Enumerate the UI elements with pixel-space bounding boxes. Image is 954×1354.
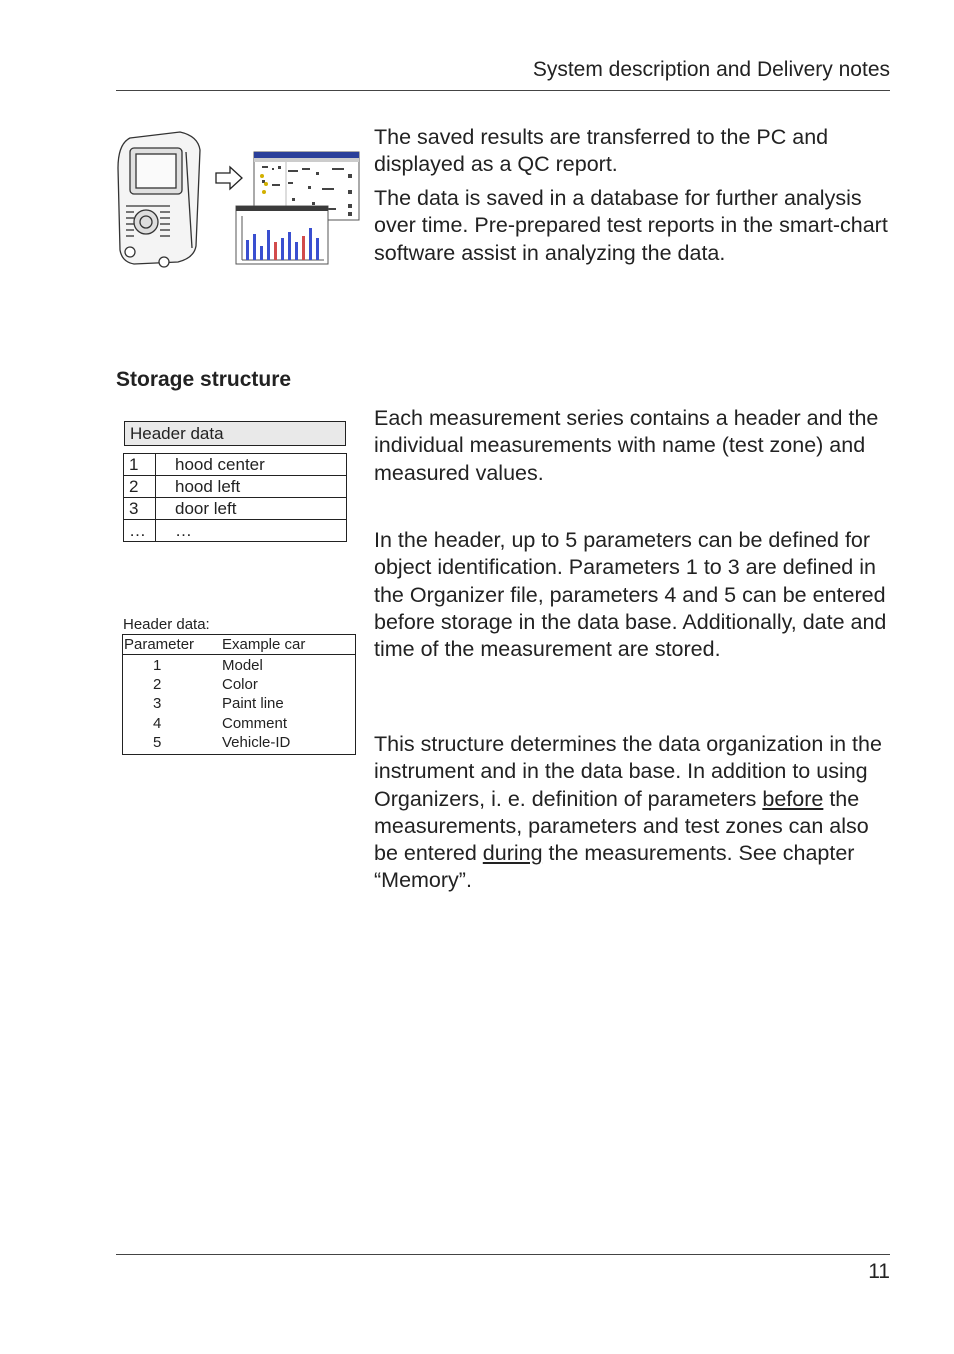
text-span: the measurements, parameters and test zones can also be entered bbox=[374, 786, 869, 866]
column-header-example: Example car bbox=[222, 636, 306, 653]
instrument-to-pc-illustration bbox=[112, 128, 362, 270]
table-row bbox=[123, 656, 355, 675]
header-data-label: Header data bbox=[130, 424, 224, 443]
zone-name: … bbox=[156, 520, 347, 542]
intro-paragraph-1: The saved results are transferred to the PC and displayed as a QC report. bbox=[374, 125, 829, 177]
parameter-example: Model bbox=[222, 657, 263, 674]
underlined-during: during bbox=[482, 841, 543, 866]
zone-name: hood left bbox=[156, 476, 347, 498]
zone-number: 1 bbox=[124, 454, 156, 476]
parameter-number: 3 bbox=[153, 695, 162, 713]
text-span: the measurements. See chapter “Memory”. bbox=[374, 841, 855, 893]
zone-number: … bbox=[124, 520, 156, 542]
table-row bbox=[124, 454, 347, 476]
table-row bbox=[124, 476, 347, 498]
table-row bbox=[124, 520, 347, 542]
header-data-table bbox=[122, 634, 356, 755]
table-row bbox=[123, 675, 355, 694]
table-row bbox=[123, 694, 355, 713]
test-zone-table bbox=[123, 453, 347, 542]
column-header-parameter: Parameter bbox=[124, 636, 195, 653]
parameter-number: 2 bbox=[153, 676, 162, 694]
zone-number: 2 bbox=[124, 476, 156, 498]
arrow-right-icon bbox=[216, 167, 242, 189]
page-number: 11 bbox=[868, 1260, 890, 1283]
storage-paragraph-3 bbox=[374, 731, 894, 895]
table-header-row bbox=[123, 635, 355, 655]
intro-paragraph-2: The data is saved in a database for further analysis over time. Pre-prepared test reports in the smart-chart software assist in analyzing the data. bbox=[374, 186, 888, 265]
zone-name: hood center bbox=[156, 454, 347, 476]
parameter-example: Color bbox=[222, 676, 258, 694]
storage-paragraph-1: Each measurement series contains a header and the individual measurements with name (test zone) and measured values. bbox=[374, 406, 879, 485]
instrument-icon bbox=[118, 132, 200, 267]
chart-window-icon bbox=[236, 206, 328, 264]
header-data-caption: Header data: bbox=[123, 616, 210, 633]
storage-paragraph-2: In the header, up to 5 parameters can be defined for object identification. Parameters 1 to 3 are defined in the Organizer file, parameters 4 and 5 can be entered before storage in the data base. Additionally, date and time of the measurement are stored. bbox=[374, 528, 887, 662]
parameter-example: Paint line bbox=[222, 695, 284, 713]
zone-name: door left bbox=[156, 498, 347, 520]
parameter-number: 5 bbox=[153, 733, 162, 751]
zone-number: 3 bbox=[124, 498, 156, 520]
page-header-title: System description and Delivery notes bbox=[532, 58, 890, 81]
header-rule bbox=[116, 90, 890, 91]
parameter-example: Vehicle-ID bbox=[222, 733, 291, 751]
parameter-number: 4 bbox=[153, 714, 162, 732]
table-row bbox=[124, 498, 347, 520]
text-span: This structure determines the data organization in the instrument and in the data base. In addition to using Organizers, i. e. definition of parameters bbox=[374, 732, 882, 811]
table-row bbox=[123, 714, 355, 733]
parameter-number: 1 bbox=[153, 657, 162, 674]
section-heading: Storage structure bbox=[116, 368, 292, 391]
underlined-before: before bbox=[762, 786, 824, 811]
footer-rule bbox=[116, 1254, 890, 1255]
parameter-example: Comment bbox=[222, 714, 288, 732]
table-row bbox=[123, 733, 355, 752]
header-data-box bbox=[124, 421, 346, 446]
